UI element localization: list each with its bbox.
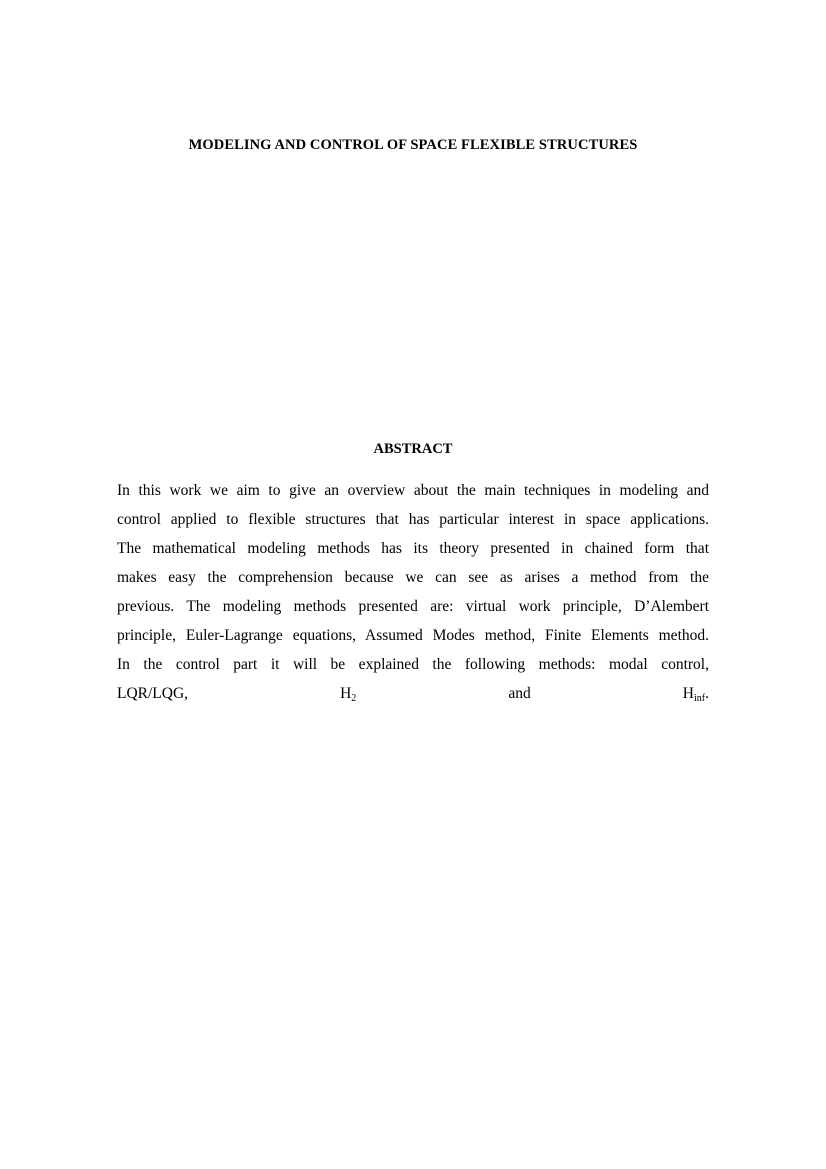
method-h2 [340,679,356,708]
abstract-line: makes easy the comprehension because we can see as arises a method from the [117,569,709,586]
method-hinf [683,679,709,708]
abstract-final-line [117,679,709,708]
abstract-line: In the control part it will be explained the following methods: modal control, [117,656,709,673]
method-h2-subscript: 2 [351,693,357,704]
abstract-line: principle, Euler-Lagrange equations, Assumed Modes method, Finite Elements method. [117,627,709,644]
method-lqr-lqg: LQR/LQG, [117,685,189,702]
method-hinf-period: . [705,685,709,702]
abstract-body [117,476,709,708]
abstract-line: previous. The modeling methods presented are: virtual work principle, D’Alembert [117,598,709,615]
abstract-line: In this work we aim to give an overview about the main techniques in modeling and [117,482,709,499]
abstract-heading: ABSTRACT [373,441,453,457]
conjunction-and: and [508,685,531,702]
abstract-line: control applied to flexible structures that has particular interest in space applications. [117,511,709,528]
method-h2-base: H [340,685,352,702]
method-hinf-base: H [682,685,694,702]
paper-title: MODELING AND CONTROL OF SPACE FLEXIBLE STRUCTURES [188,137,638,153]
method-hinf-subscript: inf [693,693,706,704]
abstract-line: The mathematical modeling methods has its theory presented in chained form that [117,540,709,557]
